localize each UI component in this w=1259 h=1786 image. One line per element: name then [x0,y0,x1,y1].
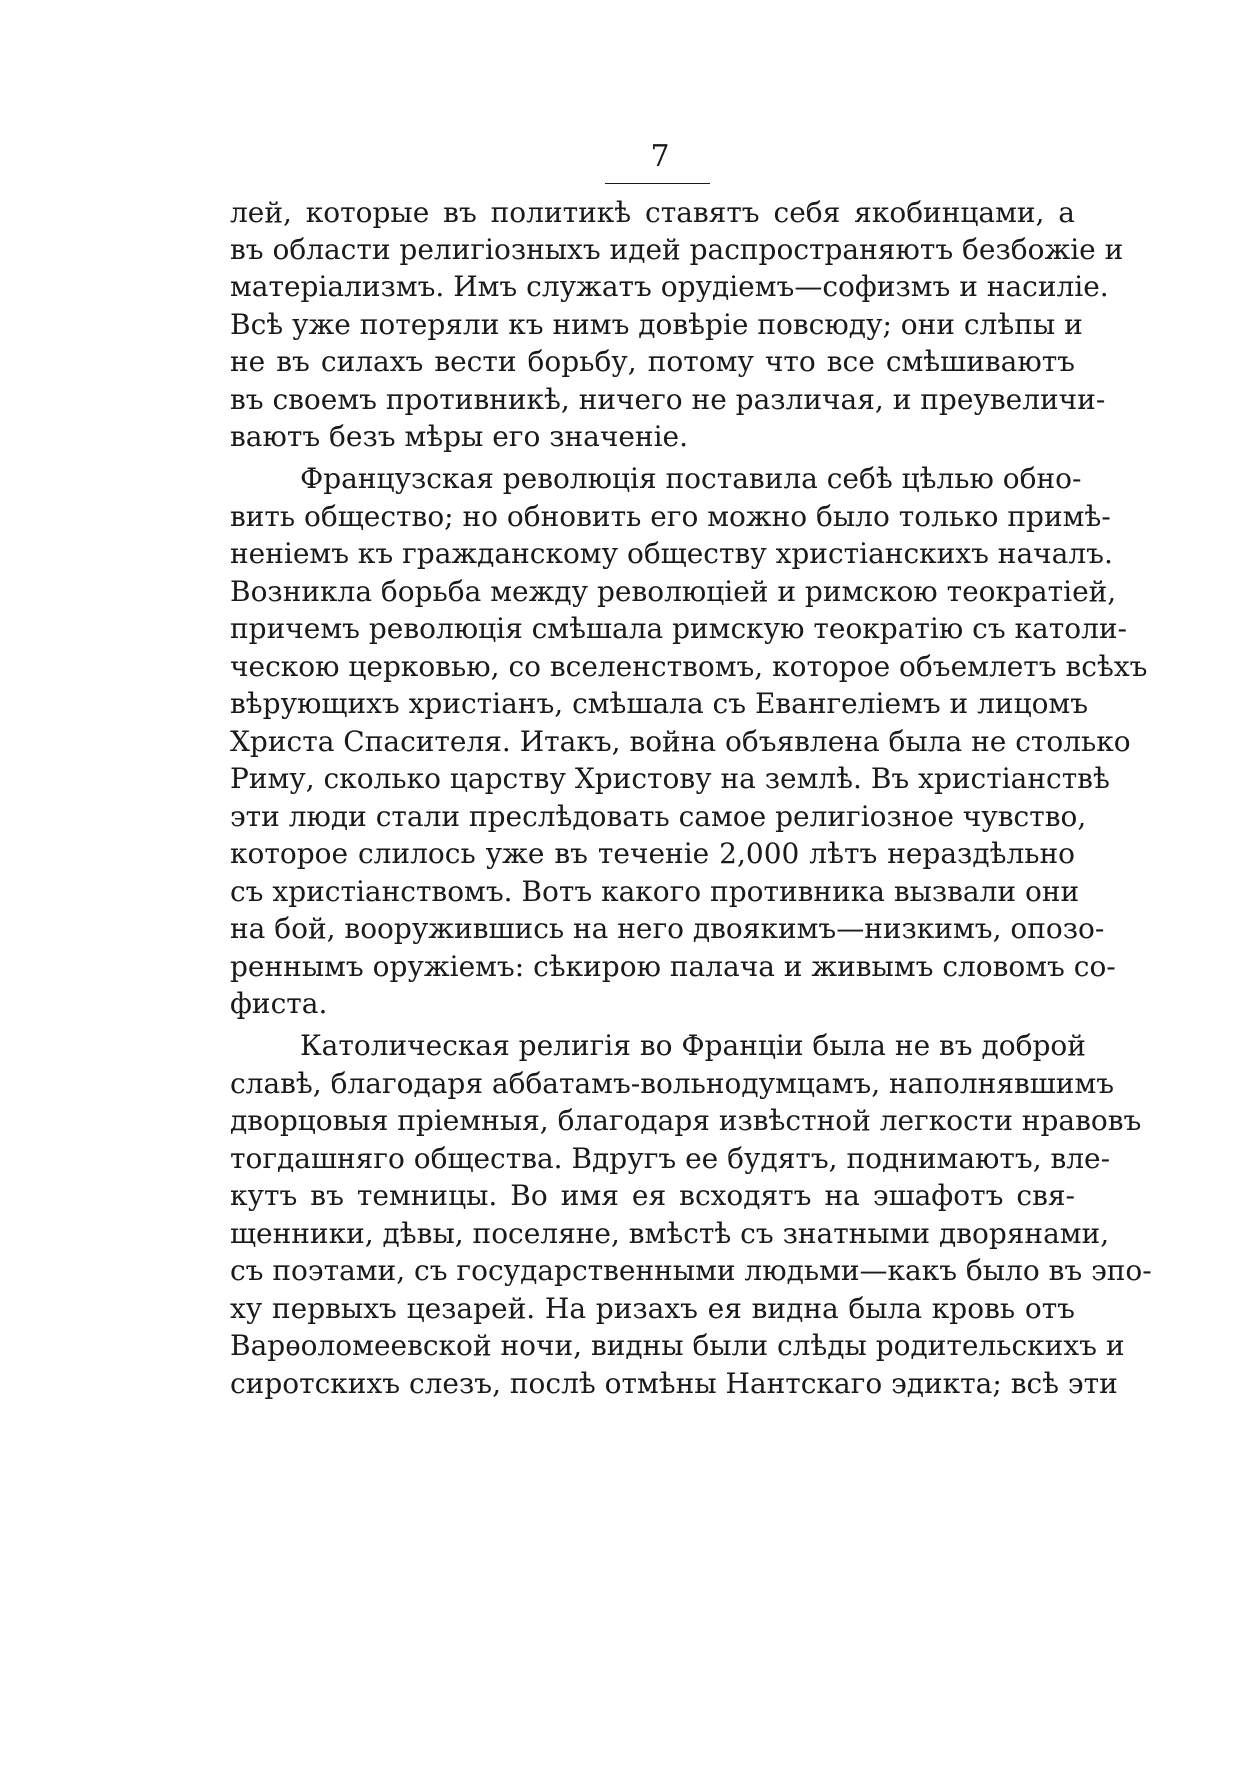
text-line: въ своемъ противникѣ, ничего не различая, и преувеличи- [230,383,1106,416]
text-line: Христа Спасителя. Итакъ, война объявлена была не столько [230,725,1131,758]
text-line: вѣрующихъ христіанъ, смѣшала съ Евангеліемъ и лицомъ [230,687,1089,720]
text-line: съ христіанствомъ. Вотъ какого противника вызвали они [230,875,1080,908]
text-line: въ области религіозныхъ идей распространяютъ безбожіе и [230,233,1124,266]
paragraph-first-line: Католическая религія во Франціи была не въ доброй [300,1029,1086,1062]
text-line: Варѳоломеевской ночи, видны были слѣды родительскихъ и [230,1329,1125,1362]
text-line: причемъ революція смѣшала римскую теократію съ католи- [230,612,1127,645]
text-line: Риму, сколько царству Христову на землѣ. Въ христіанствѣ [230,762,1110,795]
page-number: 7 [650,139,670,174]
text-line: ху первыхъ цезарей. На ризахъ ея видна была кровь отъ [230,1292,1075,1325]
text-line: Возникла борьба между революціей и римскою теократіей, [230,575,1117,608]
paragraph-first-line: Французская революція поставила себѣ цѣлью обно- [300,462,1082,495]
text-line: неніемъ къ гражданскому обществу христіанскихъ началъ. [230,537,1113,570]
text-line: Всѣ уже потеряли къ нимъ довѣріе повсюду; они слѣпы и [230,308,1083,341]
text-line: фиста. [230,987,328,1020]
text-line: ваютъ безъ мѣры его значеніе. [230,420,689,453]
text-line: сиротскихъ слезъ, послѣ отмѣны Нантскаго эдикта; всѣ эти [230,1367,1118,1400]
text-line: вить общество; но обновить его можно было только примѣ- [230,500,1111,533]
text-line: на бой, вооружившись на него двоякимъ—низкимъ, опозо- [230,912,1105,945]
page-number-rule [605,183,710,184]
text-line: съ поэтами, съ государственными людьми—какъ было въ эпо- [230,1254,1152,1287]
text-line: тогдашняго общества. Вдругъ ее будятъ, поднимаютъ, вле- [230,1142,1111,1175]
text-line: не въ силахъ вести борьбу, потому что все смѣшиваютъ [230,345,1075,378]
text-line: дворцовыя пріемныя, благодаря извѣстной легкости нравовъ [230,1104,1142,1137]
text-line: славѣ, благодаря аббатамъ-вольнодумцамъ, наполнявшимъ [230,1067,1115,1100]
text-line: кутъ въ темницы. Во имя ея всходятъ на эшафотъ свя- [230,1179,1075,1212]
text-line: щенники, дѣвы, поселяне, вмѣстѣ съ знатными дворянами, [230,1217,1110,1250]
text-line: матеріализмъ. Имъ служатъ орудіемъ—софизмъ и насиліе. [230,270,1109,303]
text-line: эти люди стали преслѣдовать самое религіозное чувство, [230,800,1087,833]
text-line: реннымъ оружіемъ: сѣкирою палача и живымъ словомъ со- [230,950,1116,983]
text-line: ческою церковью, со вселенствомъ, которое объемлетъ всѣхъ [230,650,1148,683]
text-line: которое слилось уже въ теченіе 2,000 лѣтъ нераздѣльно [230,837,1075,870]
text-line: лей, которые въ политикѣ ставятъ себя якобинцами, а [230,196,1075,229]
